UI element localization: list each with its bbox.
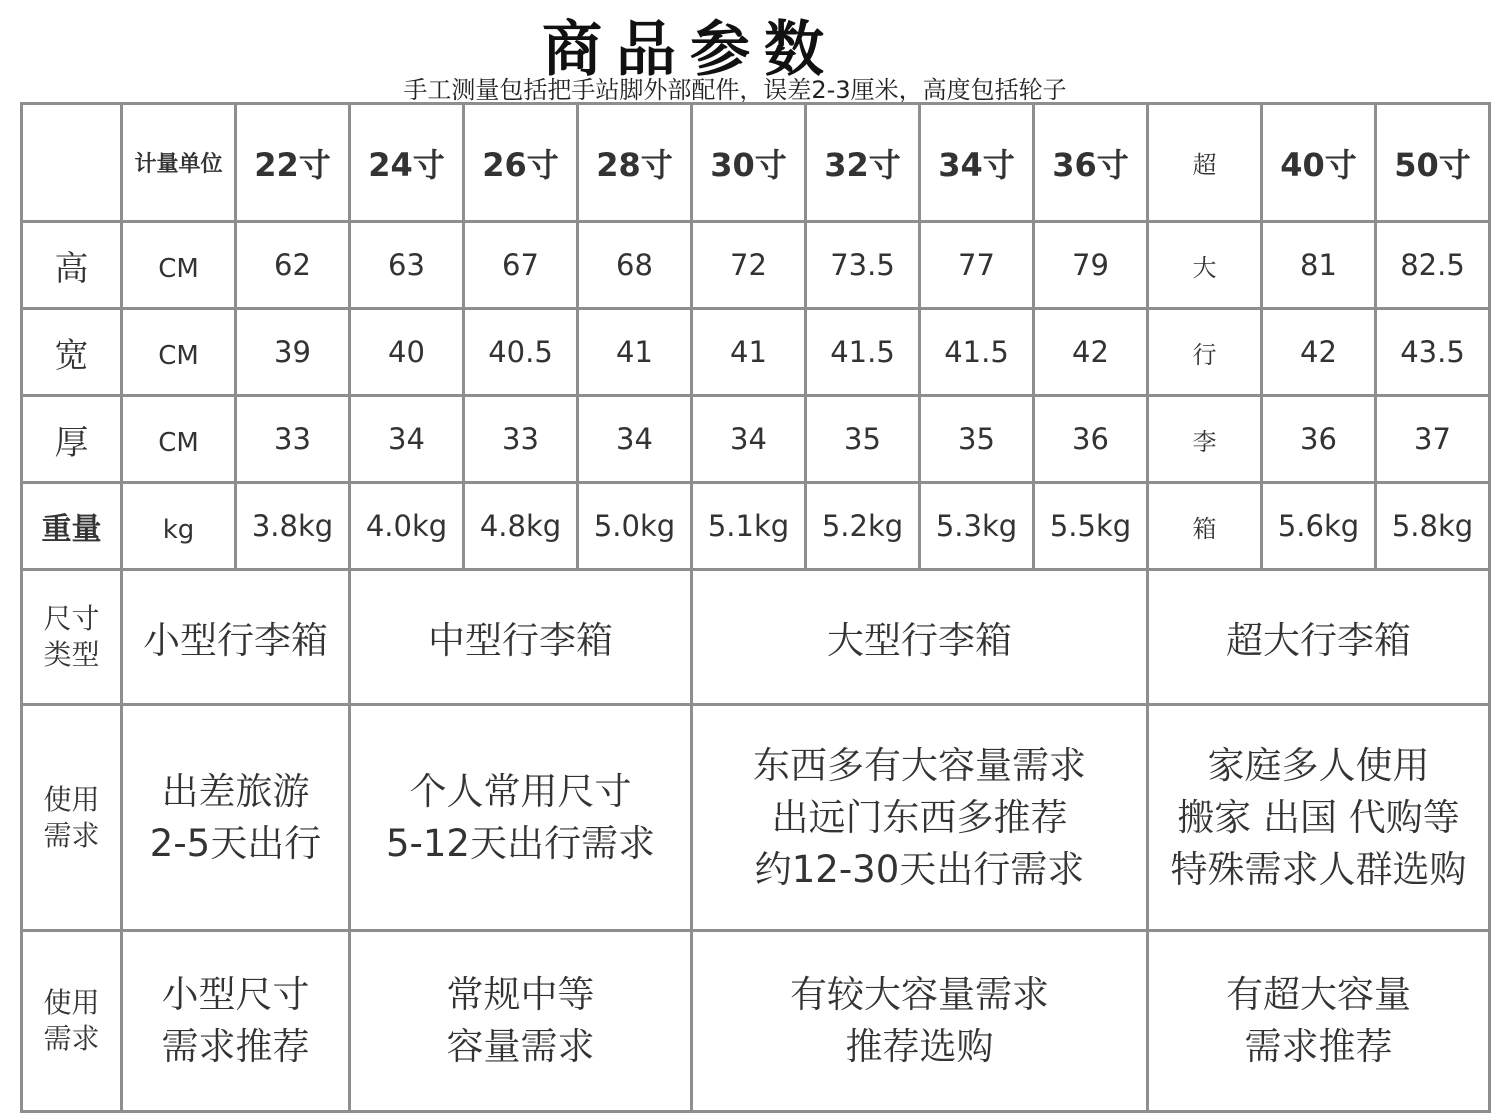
value-cell: 34 [692,396,806,483]
value-cell: 5.1kg [692,483,806,570]
usage-label [22,705,122,931]
size-header: 28寸 [578,104,692,222]
usage-line: 东西多有大容量需求 [753,743,1086,787]
usage-line: 特殊需求人群选购 [1170,847,1467,891]
value-cell: 5.6kg [1262,483,1376,570]
value-cell: 41 [692,309,806,396]
usage-line: 2-5天出行 [149,821,322,865]
value-cell: 40.5 [464,309,578,396]
header-row [22,104,1490,222]
size-header: 50寸 [1376,104,1490,222]
value-cell: 81 [1262,222,1376,309]
spec-table [20,102,1491,1113]
value-cell: 77 [920,222,1034,309]
size-type-xlarge: 超大行李箱 [1148,570,1490,705]
value-cell: 34 [578,396,692,483]
size-header: 24寸 [350,104,464,222]
value-cell: 36 [1034,396,1148,483]
recommend-line: 小型尺寸 [161,973,310,1016]
usage-line: 搬家 出国 代购等 [1177,795,1460,839]
recommend-line: 有超大容量 [1226,973,1411,1016]
usage-row [22,705,1490,931]
row-label: 厚 [22,396,122,483]
recommend-large [692,931,1148,1112]
value-cell: 34 [350,396,464,483]
size-header: 26寸 [464,104,578,222]
value-cell: 42 [1262,309,1376,396]
extra-label-char: 大 [1148,222,1262,309]
corner-cell [22,104,122,222]
page-title: 商品参数 [542,15,838,85]
size-type-row [22,570,1490,705]
usage-medium [350,705,692,931]
value-cell: 33 [236,396,350,483]
measurement-note: 手工测量包括把手站脚外部配件，误差2-3厘米，高度包括轮子 [403,76,1067,104]
size-header: 34寸 [920,104,1034,222]
value-cell: 35 [920,396,1034,483]
value-cell: 39 [236,309,350,396]
value-cell: 42 [1034,309,1148,396]
label-line: 需求 [43,1022,100,1055]
value-cell: 4.0kg [350,483,464,570]
label-line: 需求 [43,818,100,852]
value-cell: 37 [1376,396,1490,483]
size-type-small: 小型行李箱 [122,570,350,705]
usage-line: 个人常用尺寸 [409,769,632,813]
unit-header: 计量单位 [122,104,236,222]
extra-label-char: 李 [1148,396,1262,483]
usage-line: 5-12天出行需求 [386,821,655,865]
recommend-line: 需求推荐 [161,1025,310,1068]
value-cell: 5.5kg [1034,483,1148,570]
value-cell: 33 [464,396,578,483]
value-cell: 43.5 [1376,309,1490,396]
usage-xlarge [1148,705,1490,931]
value-cell: 73.5 [806,222,920,309]
size-header: 32寸 [806,104,920,222]
size-header: 36寸 [1034,104,1148,222]
recommend-line: 需求推荐 [1244,1025,1393,1068]
value-cell: 3.8kg [236,483,350,570]
depth-row [22,396,1490,483]
size-type-label [22,570,122,705]
row-unit: CM [122,222,236,309]
recommend-line: 有较大容量需求 [790,973,1049,1016]
width-row [22,309,1490,396]
value-cell: 68 [578,222,692,309]
extra-label-char: 箱 [1148,483,1262,570]
row-unit: CM [122,309,236,396]
row-unit: kg [122,483,236,570]
value-cell: 5.0kg [578,483,692,570]
recommend-row [22,931,1490,1112]
usage-small [122,705,350,931]
recommend-medium [350,931,692,1112]
recommend-label [22,931,122,1112]
value-cell: 82.5 [1376,222,1490,309]
size-type-medium: 中型行李箱 [350,570,692,705]
value-cell: 40 [350,309,464,396]
recommend-line: 容量需求 [446,1025,595,1068]
usage-line: 约12-30天出行需求 [754,847,1085,891]
value-cell: 79 [1034,222,1148,309]
value-cell: 41.5 [806,309,920,396]
usage-large [692,705,1148,931]
size-header: 22寸 [236,104,350,222]
value-cell: 63 [350,222,464,309]
extra-label-char: 行 [1148,309,1262,396]
size-header: 30寸 [692,104,806,222]
row-label: 重量 [22,483,122,570]
usage-line: 出差旅游 [161,769,310,813]
recommend-line: 推荐选购 [845,1025,994,1068]
value-cell: 36 [1262,396,1376,483]
value-cell: 41.5 [920,309,1034,396]
label-line: 类型 [43,638,100,671]
value-cell: 62 [236,222,350,309]
weight-row [22,483,1490,570]
label-line: 使用 [43,986,100,1019]
size-header: 40寸 [1262,104,1376,222]
usage-line: 出远门东西多推荐 [771,795,1068,839]
value-cell: 35 [806,396,920,483]
row-label: 高 [22,222,122,309]
label-line: 尺寸 [43,602,100,635]
height-row [22,222,1490,309]
value-cell: 72 [692,222,806,309]
recommend-small [122,931,350,1112]
value-cell: 67 [464,222,578,309]
recommend-xlarge [1148,931,1490,1112]
value-cell: 4.8kg [464,483,578,570]
value-cell: 5.8kg [1376,483,1490,570]
value-cell: 5.2kg [806,483,920,570]
extra-label-char: 超 [1148,104,1262,222]
row-label: 宽 [22,309,122,396]
size-type-large: 大型行李箱 [692,570,1148,705]
recommend-line: 常规中等 [446,973,595,1016]
label-line: 使用 [43,782,100,816]
value-cell: 41 [578,309,692,396]
value-cell: 5.3kg [920,483,1034,570]
usage-line: 家庭多人使用 [1207,743,1430,787]
row-unit: CM [122,396,236,483]
